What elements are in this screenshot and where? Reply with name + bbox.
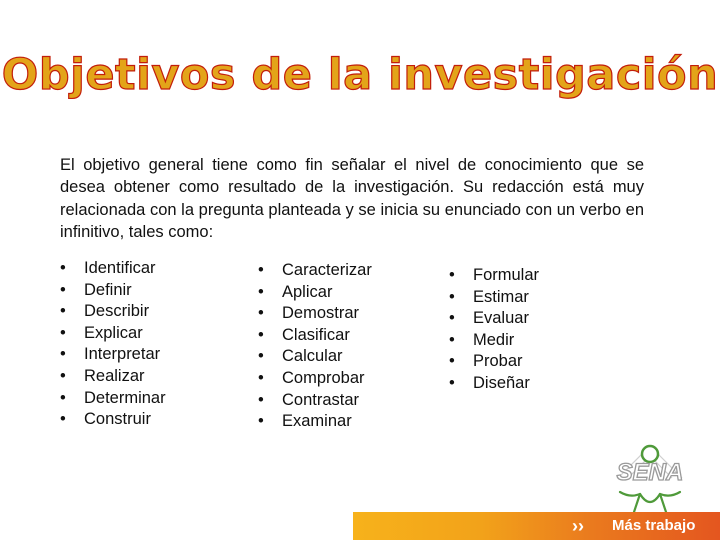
verb-item: • Clasificar bbox=[258, 325, 372, 347]
verb-item: • Interpretar bbox=[60, 344, 166, 366]
verb-item: • Comprobar bbox=[258, 368, 372, 390]
verb-item: • Identificar bbox=[60, 258, 166, 280]
verb-list-2 bbox=[258, 260, 372, 433]
verb-item: • Describir bbox=[60, 301, 166, 323]
verb-item: • Calcular bbox=[258, 346, 372, 368]
verb-item: • Medir bbox=[449, 330, 539, 352]
footer-label: Más trabajo bbox=[612, 517, 696, 534]
verb-item: • Aplicar bbox=[258, 282, 372, 304]
verb-item: • Examinar bbox=[258, 411, 372, 433]
verb-item: • Construir bbox=[60, 409, 166, 431]
verb-item: • Contrastar bbox=[258, 390, 372, 412]
double-chevron-icon: ›› bbox=[572, 516, 584, 536]
verb-item: • Demostrar bbox=[258, 303, 372, 325]
verb-list-3 bbox=[449, 265, 539, 395]
verb-item: • Formular bbox=[449, 265, 539, 287]
verb-item: • Determinar bbox=[60, 388, 166, 410]
verb-item: • Probar bbox=[449, 351, 539, 373]
verb-item: • Definir bbox=[60, 280, 166, 302]
verb-item: • Evaluar bbox=[449, 308, 539, 330]
logo-text: SENA bbox=[616, 459, 684, 486]
verb-list-1 bbox=[60, 258, 166, 431]
verb-item: • Explicar bbox=[60, 323, 166, 345]
verb-item: • Caracterizar bbox=[258, 260, 372, 282]
verb-item: • Realizar bbox=[60, 366, 166, 388]
verb-item: • Estimar bbox=[449, 287, 539, 309]
intro-paragraph: El objetivo general tiene como fin señalar el nivel de conocimiento que se desea obtener como resultado de la investigación. Su redacción está muy relacionada con la pregunta planteada y se inicia su enunciado con un verbo en infinitivo, tales como: bbox=[60, 155, 644, 241]
verb-item: • Diseñar bbox=[449, 373, 539, 395]
slide-title: Objetivos de la investigación bbox=[1, 50, 719, 100]
